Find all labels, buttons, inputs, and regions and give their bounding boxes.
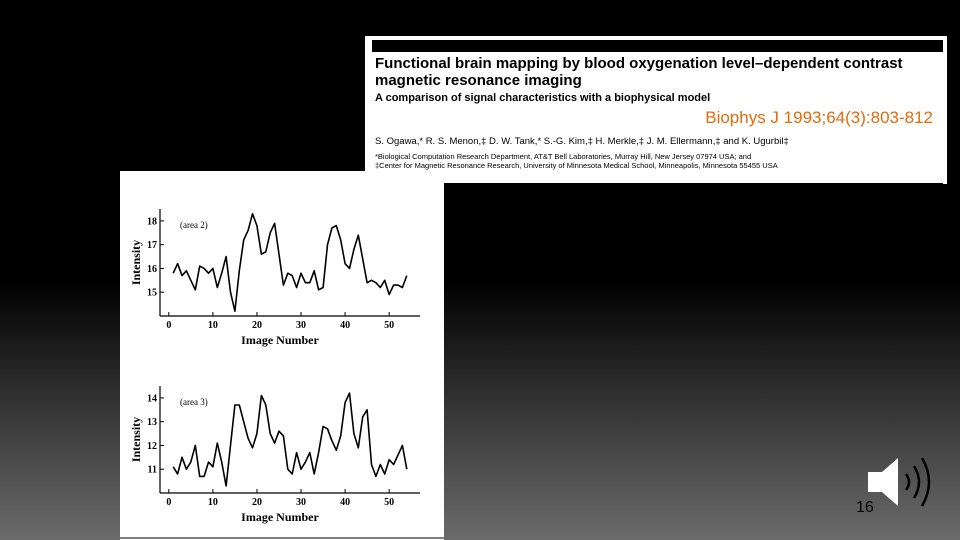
y-tick-label: 11 bbox=[147, 464, 157, 476]
header-bottom-rule bbox=[372, 183, 943, 184]
x-tick-label: 40 bbox=[340, 320, 351, 331]
series-line bbox=[173, 393, 407, 486]
y-tick-label: 16 bbox=[147, 263, 157, 275]
figure-plots bbox=[120, 171, 444, 540]
chart-panel-1 bbox=[129, 209, 420, 347]
paper-affiliation-1: *Biological Computation Research Department, AT&T Bell Laboratories, Murray Hill, New Jersey 07974 USA; and bbox=[375, 152, 752, 161]
x-axis-title: Image Number bbox=[241, 333, 319, 347]
chart-panel-2 bbox=[129, 386, 420, 524]
slide-number: 16 bbox=[856, 499, 874, 516]
x-tick-label: 10 bbox=[207, 497, 218, 508]
paper-title: Functional brain mapping by blood oxygenation level–dependent contrast magnetic resonance imaging bbox=[375, 55, 903, 89]
x-tick-label: 20 bbox=[251, 320, 262, 331]
y-tick-label: 13 bbox=[147, 417, 157, 429]
x-axis-title: Image Number bbox=[241, 510, 319, 524]
y-axis-title: Intensity bbox=[129, 239, 143, 286]
x-tick-label: 50 bbox=[384, 320, 395, 331]
paper-affiliation-2: ‡Center for Magnetic Resonance Research, University of Minnesota Medical School, Minneapolis, Minnesota 55455 USA bbox=[375, 161, 778, 170]
x-tick-label: 10 bbox=[207, 320, 218, 331]
paper-subtitle: A comparison of signal characteristics with a biophysical model bbox=[375, 92, 711, 104]
series-line bbox=[173, 214, 407, 311]
y-tick-label: 12 bbox=[147, 440, 157, 452]
x-tick-label: 40 bbox=[340, 497, 351, 508]
x-tick-label: 0 bbox=[166, 497, 172, 508]
x-tick-label: 30 bbox=[296, 320, 307, 331]
paper-authors: S. Ogawa,* R. S. Menon,‡ D. W. Tank,* S.-G. Kim,‡ H. Merkle,‡ J. M. Ellermann,‡ and K. Ugurbil‡ bbox=[375, 136, 789, 147]
x-tick-label: 20 bbox=[251, 497, 262, 508]
y-axis-title: Intensity bbox=[129, 416, 143, 463]
speaker-icon[interactable] bbox=[864, 452, 940, 512]
area-label: (area 3) bbox=[180, 397, 208, 407]
figure-image bbox=[120, 171, 444, 540]
x-tick-label: 30 bbox=[296, 497, 307, 508]
paper-citation: Biophys J 1993;64(3):803-812 bbox=[705, 108, 933, 127]
paper-header-image bbox=[365, 36, 947, 184]
y-tick-label: 17 bbox=[147, 240, 157, 252]
x-tick-label: 50 bbox=[384, 497, 395, 508]
y-tick-label: 15 bbox=[147, 287, 157, 299]
header-rule-bar bbox=[372, 40, 943, 52]
y-tick-label: 18 bbox=[147, 216, 157, 228]
y-tick-label: 14 bbox=[147, 393, 157, 405]
x-tick-label: 0 bbox=[166, 320, 172, 331]
area-label: (area 2) bbox=[180, 220, 208, 230]
